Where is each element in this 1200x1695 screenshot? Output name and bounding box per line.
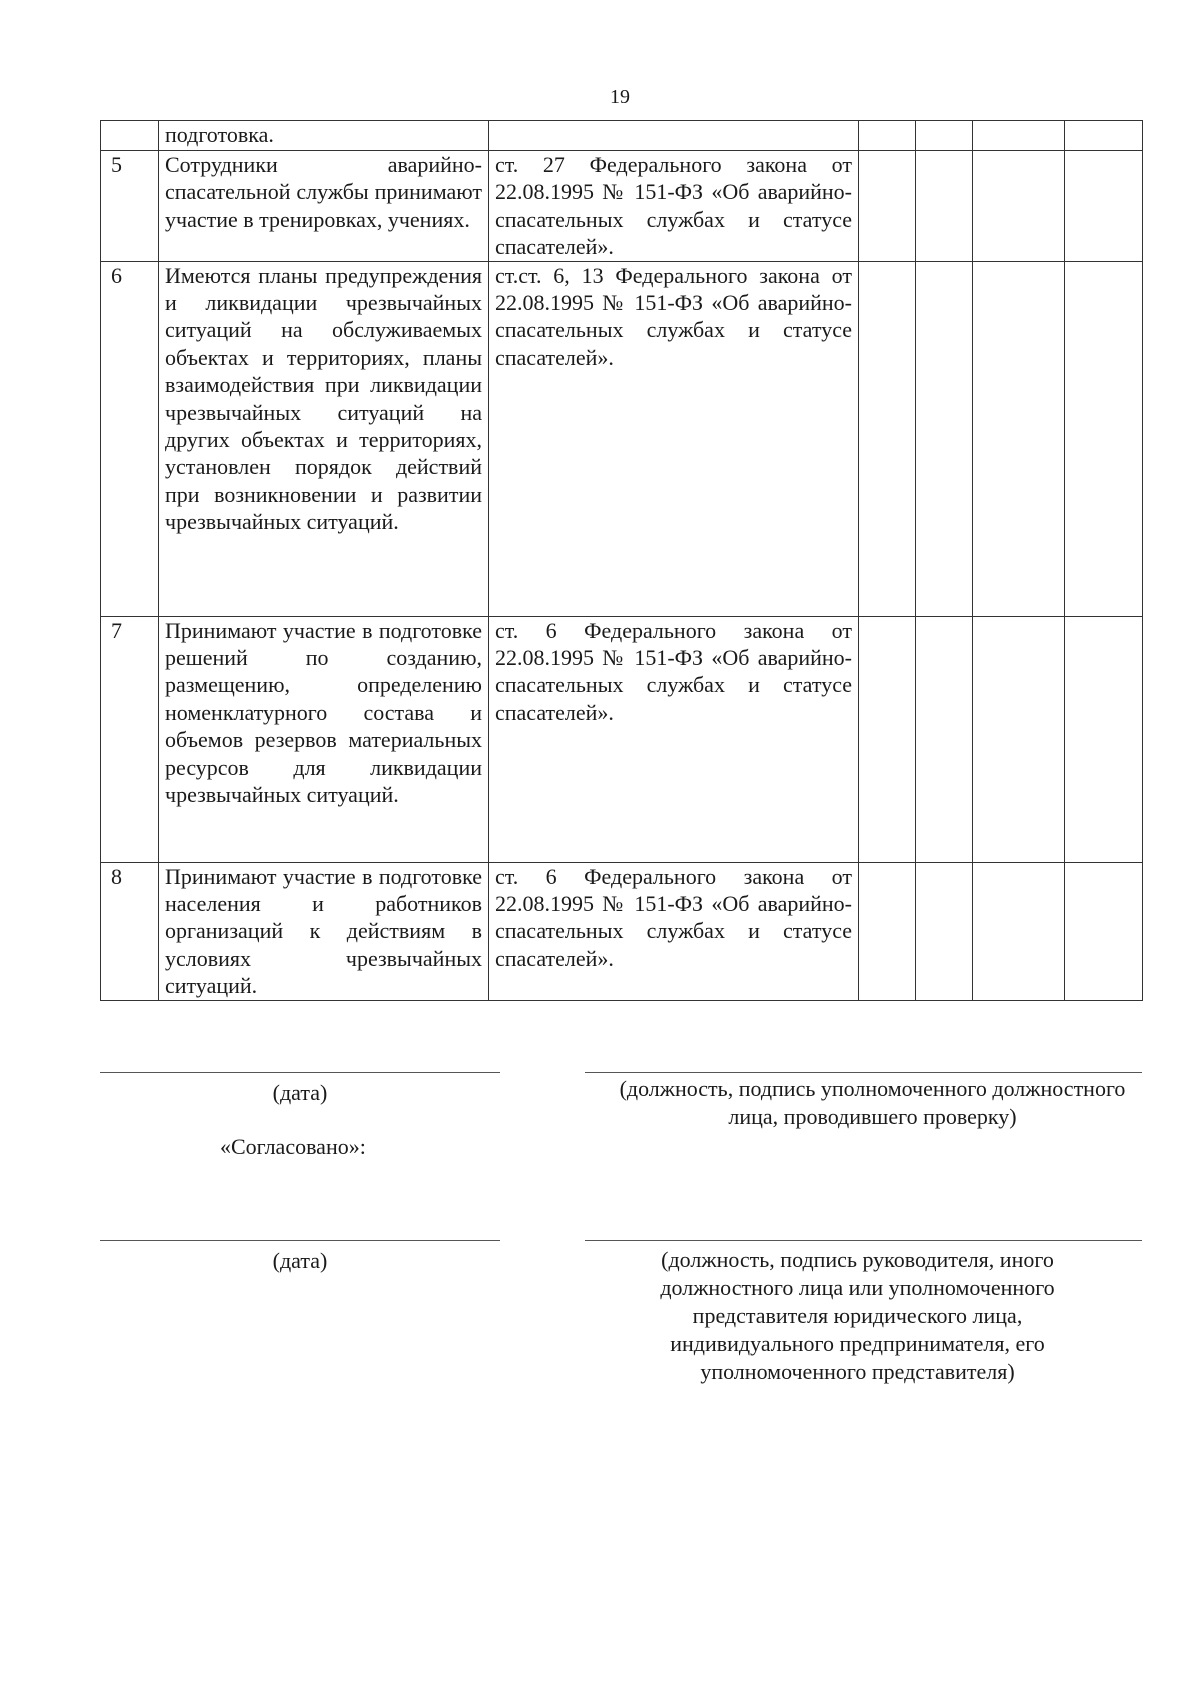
mark-cell xyxy=(916,862,973,1000)
mark-cell xyxy=(973,151,1065,262)
row-number: 7 xyxy=(101,616,159,862)
reference-cell: ст. 27 Федерального закона от 22.08.1995 № 151-ФЗ «Об аварийно-спасательных службах и статусе спасателей». xyxy=(489,151,859,262)
official-signature-line xyxy=(585,1072,1142,1073)
reference-cell: ст. 6 Федерального закона от 22.08.1995 № 151-ФЗ «Об аварийно-спасательных службах и статусе спасателей». xyxy=(489,862,859,1000)
inspection-checklist-table xyxy=(100,120,1143,1001)
official-caption: (должность, подпись уполномоченного должностного лица, проводившего проверку) xyxy=(619,1076,1126,1129)
official-signature-line xyxy=(585,1240,1142,1241)
requirement-cell: Принимают участие в подготовке населения и работников организаций к действиям в условиях чрезвычайных ситуаций. xyxy=(159,862,489,1000)
table-row xyxy=(101,862,1143,1000)
mark-cell xyxy=(1065,862,1143,1000)
mark-cell xyxy=(859,261,916,616)
date-signature-line xyxy=(100,1240,500,1241)
table-row xyxy=(101,121,1143,151)
mark-cell xyxy=(916,261,973,616)
date-caption: (дата) xyxy=(272,1248,328,1273)
mark-cell xyxy=(973,616,1065,862)
row-number: 8 xyxy=(101,862,159,1000)
requirement-cell: Сотрудники аварийно-спасательной службы принимают участие в тренировках, учениях. xyxy=(159,151,489,262)
row-number: 5 xyxy=(101,151,159,262)
mark-cell xyxy=(973,121,1065,151)
agreed-label: «Согласовано»: xyxy=(220,1134,366,1159)
date-caption: (дата) xyxy=(272,1080,328,1105)
official-caption: (должность, подпись руководителя, иного должностного лица или уполномоченного представителя юридического лица, индивидуального предпринимателя, его уполномоченного представителя) xyxy=(660,1247,1055,1384)
mark-cell xyxy=(859,862,916,1000)
row-number xyxy=(101,121,159,151)
table-row xyxy=(101,616,1143,862)
mark-cell xyxy=(973,862,1065,1000)
date-signature-line xyxy=(100,1072,500,1073)
reference-cell: ст.ст. 6, 13 Федерального закона от 22.08.1995 № 151-ФЗ «Об аварийно-спасательных службах и статусе спасателей». xyxy=(489,261,859,616)
mark-cell xyxy=(916,151,973,262)
mark-cell xyxy=(916,616,973,862)
mark-cell xyxy=(859,616,916,862)
mark-cell xyxy=(1065,151,1143,262)
mark-cell xyxy=(916,121,973,151)
table-row xyxy=(101,151,1143,262)
mark-cell xyxy=(859,151,916,262)
row-number: 6 xyxy=(101,261,159,616)
reference-cell: ст. 6 Федерального закона от 22.08.1995 № 151-ФЗ «Об аварийно-спасательных службах и статусе спасателей». xyxy=(489,616,859,862)
reference-cell xyxy=(489,121,859,151)
requirement-cell: Принимают участие в подготовке решений по созданию, размещению, определению номенклатурного состава и объемов резервов материальных ресурсов для ликвидации чрезвычайных ситуаций. xyxy=(159,616,489,862)
mark-cell xyxy=(859,121,916,151)
requirement-cell: подготовка. xyxy=(159,121,489,151)
mark-cell xyxy=(1065,261,1143,616)
mark-cell xyxy=(973,261,1065,616)
mark-cell xyxy=(1065,616,1143,862)
requirement-cell: Имеются планы предупреждения и ликвидации чрезвычайных ситуаций на обслуживаемых объектах и территориях, планы взаимодействия при ликвидации чрезвычайных ситуаций на других объектах и территориях, установлен порядок действий при возникновении и развитии чрезвычайных ситуаций. xyxy=(159,261,489,616)
mark-cell xyxy=(1065,121,1143,151)
table-row xyxy=(101,261,1143,616)
page-number: 19 xyxy=(610,86,630,108)
